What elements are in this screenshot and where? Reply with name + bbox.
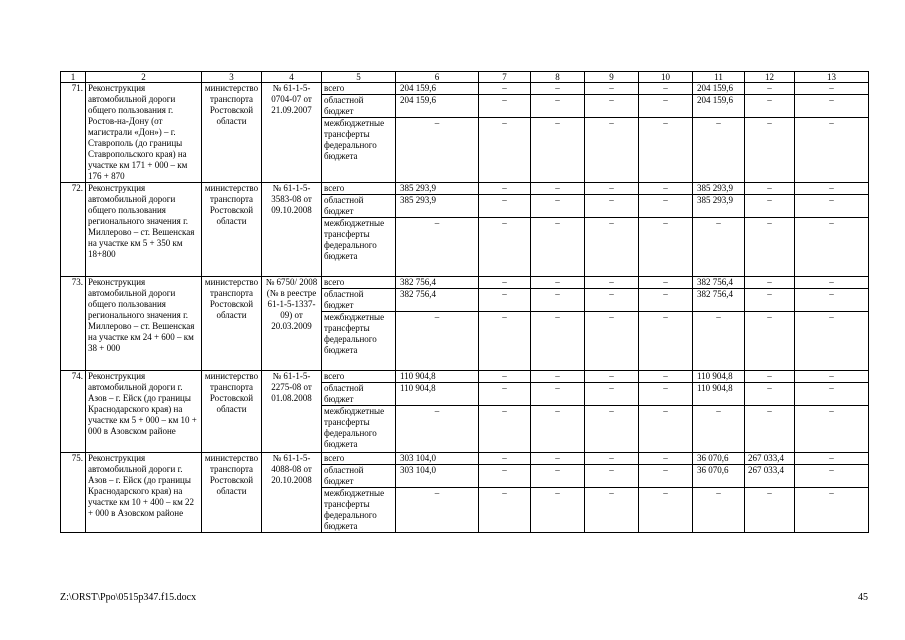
amount-cell: – xyxy=(745,406,795,453)
document-ref: № 61-1-5-0704-07 от 21.09.2007 xyxy=(262,83,322,183)
amount-cell: 385 293,9 xyxy=(693,183,745,195)
budget-table xyxy=(60,71,869,533)
amount-cell: – xyxy=(639,312,693,371)
object-name: Реконструкция автомобильной дороги г. Азов – г. Ейск (до границы Краснодарского края) на участке км 5 + 000 – км 10 + 000 в Азовском районе xyxy=(86,371,202,453)
amount-cell: – xyxy=(639,118,693,183)
amount-cell: – xyxy=(639,195,693,218)
amount-cell: – xyxy=(479,218,531,277)
column-header: 8 xyxy=(531,72,585,83)
amount-cell: – xyxy=(585,183,639,195)
amount-cell: – xyxy=(479,488,531,533)
amount-cell: – xyxy=(585,195,639,218)
amount-cell: – xyxy=(479,465,531,488)
amount-cell: – xyxy=(479,383,531,406)
object-name: Реконструкция автомобильной дороги общего пользования регионального значения г. Миллерово – ст. Вешенская на участке км 5 + 350 км 18+800 xyxy=(86,183,202,277)
amount-cell: 382 756,4 xyxy=(693,277,745,289)
column-header: 12 xyxy=(745,72,795,83)
amount-cell: – xyxy=(693,218,745,277)
funding-type: областной бюджет xyxy=(322,289,396,312)
amount-cell: – xyxy=(585,465,639,488)
object-name: Реконструкция автомобильной дороги г. Азов – г. Ейск (до границы Краснодарского края) на участке км 10 + 400 – км 22 + 000 в Азовском районе xyxy=(86,453,202,533)
amount-cell: – xyxy=(479,371,531,383)
column-header: 5 xyxy=(322,72,396,83)
amount-cell: – xyxy=(396,312,479,371)
amount-cell: – xyxy=(639,383,693,406)
amount-cell: – xyxy=(585,218,639,277)
amount-cell: 204 159,6 xyxy=(396,95,479,118)
table-row xyxy=(61,453,869,465)
amount-cell: – xyxy=(745,183,795,195)
funding-type: областной бюджет xyxy=(322,195,396,218)
amount-cell: – xyxy=(531,488,585,533)
amount-cell: – xyxy=(795,383,869,406)
footer-file-path: Z:\ORST\Ppo\0515p347.f15.docx xyxy=(60,592,197,603)
funding-type: областной бюджет xyxy=(322,465,396,488)
amount-cell: – xyxy=(479,453,531,465)
executor: министерство транспорта Ростовской области xyxy=(202,371,262,453)
amount-cell: – xyxy=(745,95,795,118)
amount-cell: – xyxy=(745,289,795,312)
header-row xyxy=(61,72,869,83)
amount-cell: – xyxy=(639,289,693,312)
funding-type: межбюджетные трансферты федерального бюджета xyxy=(322,488,396,533)
amount-cell: – xyxy=(585,383,639,406)
amount-cell: 204 159,6 xyxy=(396,83,479,95)
amount-cell: – xyxy=(693,406,745,453)
amount-cell: – xyxy=(531,83,585,95)
column-header: 7 xyxy=(479,72,531,83)
funding-type: всего xyxy=(322,183,396,195)
amount-cell: – xyxy=(745,277,795,289)
amount-cell: – xyxy=(745,371,795,383)
amount-cell: – xyxy=(639,218,693,277)
amount-cell: – xyxy=(531,453,585,465)
funding-type: межбюджетные трансферты федерального бюджета xyxy=(322,406,396,453)
funding-type: всего xyxy=(322,277,396,289)
amount-cell: – xyxy=(795,277,869,289)
amount-cell: – xyxy=(693,118,745,183)
amount-cell: – xyxy=(795,406,869,453)
amount-cell: – xyxy=(795,371,869,383)
amount-cell: – xyxy=(585,277,639,289)
amount-cell: – xyxy=(479,289,531,312)
amount-cell: – xyxy=(479,183,531,195)
amount-cell: – xyxy=(531,371,585,383)
amount-cell: – xyxy=(479,95,531,118)
amount-cell: – xyxy=(585,83,639,95)
amount-cell: – xyxy=(531,183,585,195)
amount-cell: 385 293,9 xyxy=(693,195,745,218)
amount-cell: – xyxy=(531,406,585,453)
amount-cell: – xyxy=(745,488,795,533)
executor: министерство транспорта Ростовской области xyxy=(202,183,262,277)
amount-cell: – xyxy=(585,289,639,312)
amount-cell: – xyxy=(795,218,869,277)
funding-type: межбюджетные трансферты федерального бюджета xyxy=(322,218,396,277)
row-number: 71. xyxy=(61,83,86,183)
executor: министерство транспорта Ростовской области xyxy=(202,453,262,533)
object-name: Реконструкция автомобильной дороги общего пользования регионального значения г. Миллерово – ст. Вешенская на участке км 24 + 600 – км 38 + 000 xyxy=(86,277,202,371)
amount-cell: – xyxy=(795,488,869,533)
row-number: 75. xyxy=(61,453,86,533)
amount-cell: 385 293,9 xyxy=(396,183,479,195)
amount-cell: – xyxy=(479,406,531,453)
amount-cell: – xyxy=(479,312,531,371)
amount-cell: – xyxy=(531,195,585,218)
amount-cell: – xyxy=(795,83,869,95)
funding-type: областной бюджет xyxy=(322,383,396,406)
column-header: 1 xyxy=(61,72,86,83)
table-row xyxy=(61,83,869,95)
amount-cell: – xyxy=(693,488,745,533)
amount-cell: – xyxy=(585,118,639,183)
amount-cell: 382 756,4 xyxy=(396,277,479,289)
amount-cell: 204 159,6 xyxy=(693,95,745,118)
amount-cell: – xyxy=(745,118,795,183)
amount-cell: – xyxy=(795,465,869,488)
amount-cell: – xyxy=(479,83,531,95)
amount-cell: – xyxy=(531,95,585,118)
amount-cell: – xyxy=(639,488,693,533)
table-row xyxy=(61,277,869,289)
column-header: 13 xyxy=(795,72,869,83)
column-header: 3 xyxy=(202,72,262,83)
amount-cell: 110 904,8 xyxy=(396,383,479,406)
funding-type: областной бюджет xyxy=(322,95,396,118)
column-header: 6 xyxy=(396,72,479,83)
amount-cell: – xyxy=(639,453,693,465)
column-header: 10 xyxy=(639,72,693,83)
funding-type: всего xyxy=(322,371,396,383)
amount-cell: – xyxy=(531,118,585,183)
table-body xyxy=(61,83,869,533)
amount-cell: 36 070,6 xyxy=(693,453,745,465)
amount-cell: – xyxy=(531,277,585,289)
amount-cell: – xyxy=(585,453,639,465)
amount-cell: 385 293,9 xyxy=(396,195,479,218)
amount-cell: – xyxy=(795,195,869,218)
amount-cell: – xyxy=(693,312,745,371)
amount-cell: – xyxy=(795,453,869,465)
object-name: Реконструкция автомобильной дороги общего пользования г. Ростов-на-Дону (от магистрали «Дон») – г. Ставрополь (до границы Ставропольского края) на участке км 171 + 000 – км 176 + 870 xyxy=(86,83,202,183)
document-ref: № 61-1-5-4088-08 от 20.10.2008 xyxy=(262,453,322,533)
amount-cell: – xyxy=(795,312,869,371)
amount-cell: 303 104,0 xyxy=(396,453,479,465)
amount-cell: – xyxy=(396,118,479,183)
amount-cell: – xyxy=(745,195,795,218)
amount-cell: – xyxy=(639,371,693,383)
table-row xyxy=(61,371,869,383)
document-ref: № 61-1-5-3583-08 от 09.10.2008 xyxy=(262,183,322,277)
amount-cell: – xyxy=(585,95,639,118)
funding-type: межбюджетные трансферты федерального бюджета xyxy=(322,312,396,371)
page-number: 45 xyxy=(858,592,868,603)
amount-cell: 382 756,4 xyxy=(396,289,479,312)
amount-cell: – xyxy=(795,118,869,183)
amount-cell: – xyxy=(585,488,639,533)
amount-cell: – xyxy=(531,218,585,277)
amount-cell: 267 033,4 xyxy=(745,465,795,488)
amount-cell: – xyxy=(585,371,639,383)
row-number: 72. xyxy=(61,183,86,277)
funding-type: всего xyxy=(322,453,396,465)
amount-cell: – xyxy=(639,183,693,195)
amount-cell: – xyxy=(479,118,531,183)
document-ref: № 61-1-5-2275-08 от 01.08.2008 xyxy=(262,371,322,453)
column-header: 2 xyxy=(86,72,202,83)
amount-cell: – xyxy=(531,383,585,406)
executor: министерство транспорта Ростовской области xyxy=(202,277,262,371)
amount-cell: – xyxy=(585,406,639,453)
amount-cell: – xyxy=(479,195,531,218)
column-header: 4 xyxy=(262,72,322,83)
row-number: 74. xyxy=(61,371,86,453)
row-number: 73. xyxy=(61,277,86,371)
executor: министерство транспорта Ростовской области xyxy=(202,83,262,183)
amount-cell: 204 159,6 xyxy=(693,83,745,95)
amount-cell: – xyxy=(745,83,795,95)
amount-cell: – xyxy=(479,277,531,289)
amount-cell: – xyxy=(745,383,795,406)
amount-cell: 110 904,8 xyxy=(693,383,745,406)
amount-cell: – xyxy=(531,289,585,312)
amount-cell: – xyxy=(531,312,585,371)
amount-cell: – xyxy=(585,312,639,371)
funding-type: межбюджетные трансферты федерального бюджета xyxy=(322,118,396,183)
amount-cell: 110 904,8 xyxy=(396,371,479,383)
amount-cell: – xyxy=(639,95,693,118)
amount-cell: – xyxy=(531,465,585,488)
amount-cell: – xyxy=(396,488,479,533)
amount-cell: 267 033,4 xyxy=(745,453,795,465)
amount-cell: 382 756,4 xyxy=(693,289,745,312)
funding-type: всего xyxy=(322,83,396,95)
amount-cell: 303 104,0 xyxy=(396,465,479,488)
amount-cell: – xyxy=(639,83,693,95)
document-ref: № 6750/ 2008 (№ в реестре 61-1-5-1337-09) от 20.03.2009 xyxy=(262,277,322,371)
amount-cell: – xyxy=(639,465,693,488)
amount-cell: – xyxy=(639,406,693,453)
amount-cell: – xyxy=(795,183,869,195)
table-row xyxy=(61,183,869,195)
column-header: 11 xyxy=(693,72,745,83)
amount-cell: – xyxy=(396,218,479,277)
amount-cell: 110 904,8 xyxy=(693,371,745,383)
amount-cell: – xyxy=(639,277,693,289)
column-header: 9 xyxy=(585,72,639,83)
amount-cell: – xyxy=(745,218,795,277)
amount-cell: – xyxy=(795,95,869,118)
amount-cell: – xyxy=(795,289,869,312)
amount-cell: 36 070,6 xyxy=(693,465,745,488)
amount-cell: – xyxy=(745,312,795,371)
amount-cell: – xyxy=(396,406,479,453)
